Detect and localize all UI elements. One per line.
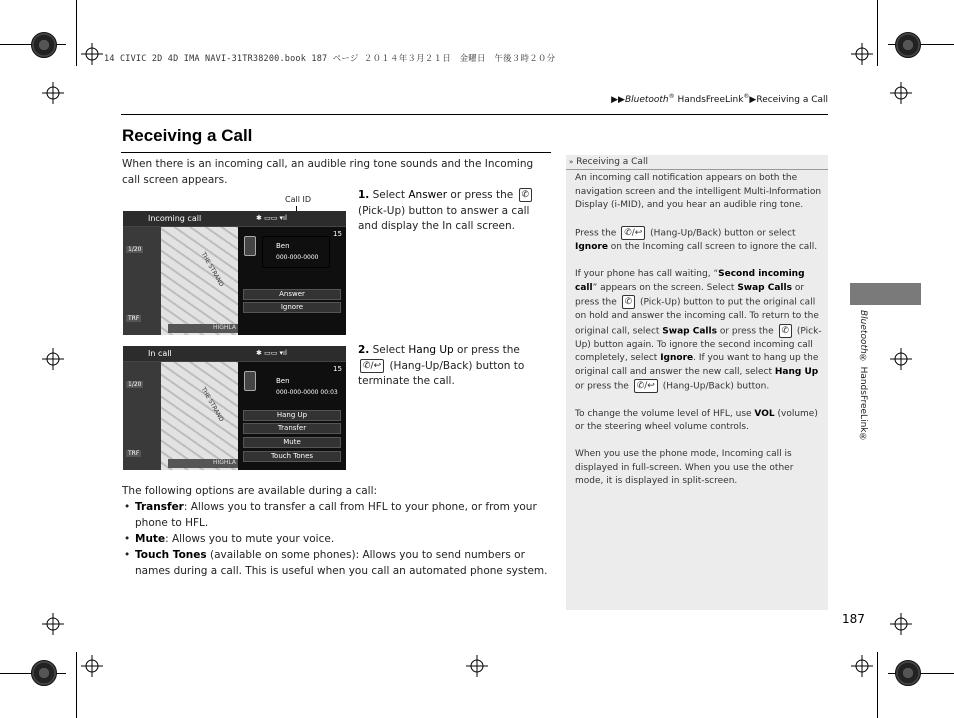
- call-id-label: Call ID: [285, 195, 311, 204]
- step-1: 1. Select Answer or press the ✆ (Pick-Up) button to answer a call and display the In call screen.: [358, 188, 548, 235]
- pick-up-icon: ✆: [779, 324, 793, 338]
- breadcrumb-current: Receiving a Call: [756, 95, 828, 105]
- section-tab: [850, 283, 921, 305]
- map-scale: 1/20: [128, 246, 142, 253]
- hang-up-back-icon: ✆/↩: [360, 359, 384, 373]
- color-target-icon: [895, 32, 921, 58]
- registration-mark-icon: [851, 43, 873, 65]
- screen-topbar: [123, 211, 346, 227]
- section-tab-label: Bluetooth® HandsFreeLink®: [858, 310, 868, 443]
- double-chevron-icon: »: [569, 158, 574, 166]
- sidebar-heading: » Receiving a Call: [566, 155, 828, 170]
- options-lead: The following options are available during a call:: [122, 485, 378, 497]
- registration-mark-icon: [81, 43, 103, 65]
- note-paragraph: When you use the phone mode, Incoming call is displayed in full-screen. When you use the other mode, it is displayed in split-screen.: [575, 449, 794, 486]
- list-item: • Touch Tones (available on some phones): Allows you to send numbers or names during a call. This is useful when you call an automated phone system.: [122, 547, 554, 579]
- print-header: 14 CIVIC 2D 4D IMA NAVI-31TR38200.book 187 ページ ２０１４年３月２１日 金曜日 午後３時２０分: [104, 54, 556, 64]
- color-target-icon: [31, 32, 57, 58]
- breadcrumb: ▶▶Bluetooth® HandsFreeLink®▶Receiving a Call: [611, 93, 828, 105]
- crop-mark: [877, 0, 878, 66]
- caller-name: Ben: [276, 242, 290, 250]
- answer-button[interactable]: Answer: [243, 289, 341, 300]
- screen-topbar: [123, 346, 346, 362]
- crop-mark: [76, 0, 77, 66]
- hang-up-button[interactable]: Hang Up: [243, 410, 341, 421]
- mute-button[interactable]: Mute: [243, 437, 341, 448]
- sidebar-body: [575, 172, 823, 502]
- status-icons: ✱ ▭▭ ▾ıl: [256, 214, 287, 222]
- call-id-highlight-box: [262, 236, 330, 268]
- caller-number: 000-000-0000 00:03: [276, 389, 338, 396]
- crop-mark: [877, 652, 878, 718]
- incoming-call-screen: [123, 211, 346, 335]
- registration-mark-icon: [890, 348, 912, 370]
- crop-mark: [76, 652, 77, 718]
- page-number: 187: [842, 612, 865, 626]
- transfer-button[interactable]: Transfer: [243, 423, 341, 434]
- ignore-button[interactable]: Ignore: [243, 302, 341, 313]
- registration-mark-icon: [42, 82, 64, 104]
- screen-title: Incoming call: [148, 214, 202, 223]
- breadcrumb-bluetooth: Bluetooth: [624, 95, 669, 105]
- list-item: • Transfer: Allows you to transfer a call from HFL to your phone, or from your phone to HFL.: [122, 499, 554, 531]
- intro-paragraph: When there is an incoming call, an audible ring tone sounds and the Incoming call screen appears.: [122, 158, 534, 186]
- map-scale: 1/20: [128, 381, 142, 388]
- registration-mark-icon: [466, 655, 488, 677]
- color-target-icon: [895, 660, 921, 686]
- map-street-label: THE STRAND: [199, 386, 225, 423]
- notes-sidebar: [566, 155, 828, 610]
- status-icons: ✱ ▭▭ ▾ıl: [256, 349, 287, 357]
- traffic-tag: TRF: [128, 315, 140, 322]
- page-title: Receiving a Call: [122, 126, 253, 145]
- color-target-icon: [31, 660, 57, 686]
- note-paragraph: Press the ✆/↩ (Hang-Up/Back) button or select Ignore on the Incoming call screen to ignore the call.: [575, 228, 818, 252]
- call-count: 15: [333, 230, 342, 238]
- pick-up-icon: ✆: [622, 295, 636, 309]
- note-paragraph: An incoming call notification appears on both the navigation screen and the intelligent Multi-Information Display (i-MID), and you hear an audible ring tone.: [575, 173, 822, 210]
- mobile-phone-icon: [244, 236, 256, 256]
- note-paragraph: If your phone has call waiting, “Second incoming call” appears on the screen. Select Swap Calls or press the ✆ (Pick-Up) button to put the original call on hold and answer the incoming call. To return to the original call, select Swap Calls or press the ✆ (Pick-Up) button again. To ignore the second incoming call completely, select Ignore. If you want to hang up the original call and answer the new call, select Hang Up or press the ✆/↩ (Hang-Up/Back) button.: [575, 269, 822, 392]
- pick-up-icon: ✆: [519, 188, 533, 202]
- caller-name: Ben: [276, 377, 290, 385]
- hang-up-back-icon: ✆/↩: [621, 226, 645, 240]
- registration-mark-icon: [42, 613, 64, 635]
- registration-mark-icon: [890, 82, 912, 104]
- call-options: [122, 483, 554, 579]
- list-item: • Mute: Allows you to mute your voice.: [122, 531, 554, 547]
- screen-title: In call: [148, 349, 172, 358]
- note-paragraph: To change the volume level of HFL, use VOL (volume) or the steering wheel volume controls.: [575, 408, 818, 432]
- registration-mark-icon: [42, 348, 64, 370]
- hang-up-term: Hang Up: [408, 344, 454, 356]
- registration-mark-icon: [890, 613, 912, 635]
- title-rule: [121, 152, 551, 153]
- step-2: 2. Select Hang Up or press the ✆/↩ (Hang-Up/Back) button to terminate the call.: [358, 344, 525, 387]
- breadcrumb-arrows: ▶▶: [611, 95, 625, 105]
- header-rule: [121, 114, 828, 115]
- in-call-screen: [123, 346, 346, 470]
- hang-up-back-icon: ✆/↩: [634, 379, 658, 393]
- mobile-phone-icon: [244, 371, 256, 391]
- answer-term: Answer: [408, 189, 448, 201]
- map-street-label: THE STRAND: [199, 251, 225, 288]
- traffic-tag: TRF: [128, 450, 140, 457]
- street-name-bar: HIGHLA: [168, 459, 238, 468]
- options-list: [122, 499, 554, 579]
- caller-number: 000-000-0000: [276, 254, 319, 261]
- street-name-bar: HIGHLA: [168, 324, 238, 333]
- registration-mark-icon: [851, 655, 873, 677]
- call-count: 15: [333, 365, 342, 373]
- touch-tones-button[interactable]: Touch Tones: [243, 451, 341, 462]
- registration-mark-icon: [81, 655, 103, 677]
